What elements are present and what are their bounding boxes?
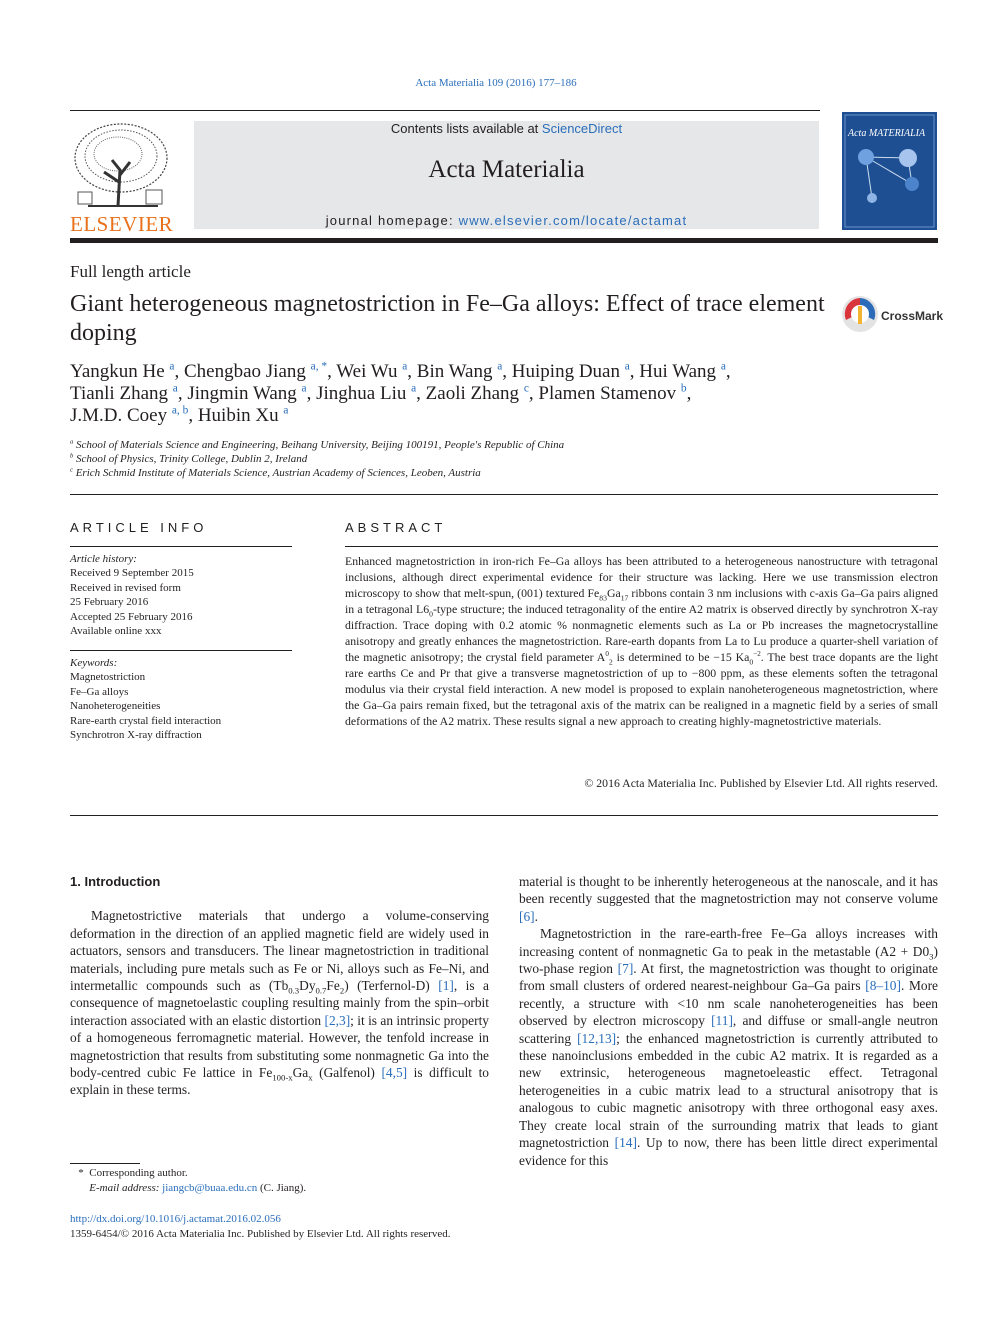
history-item: Received in revised form: [70, 581, 181, 594]
abstract-heading: ABSTRACT: [345, 520, 447, 535]
affiliation-key: b: [70, 452, 74, 460]
citation-link[interactable]: [11]: [711, 1013, 733, 1029]
article-title: Giant heterogeneous magnetostriction in Fe–Ga alloys: Effect of trace element doping: [70, 291, 825, 346]
journal-homepage: [194, 213, 819, 228]
history-item: Accepted 25 February 2016: [70, 610, 193, 623]
affiliation-text: Erich Schmid Institute of Materials Science, Austrian Academy of Sciences, Leoben, Austria: [75, 467, 481, 479]
affiliation-text: School of Physics, Trinity College, Dublin 2, Ireland: [76, 453, 308, 465]
history-label: Article history:: [70, 553, 137, 565]
author-list: Yangkun He $^a$, Chengbao Jiang $^{a, *}$, Wei Wu $^a$, Bin Wang $^a$, Huiping Duan $^a$, Hui Wang $^a$, Tianli Zhang $^a$, Jingmin Wang $^a$, Jinghua Liu $^a$, Zaoli Zhang $^c$, Plamen Stamenov $^b$, J.M.D. Coey $^{a, b}$, Huibin Xu $^a$: [70, 360, 731, 426]
divider: [70, 650, 292, 651]
author-affiliation[interactable]: a: [172, 382, 178, 395]
citation-link[interactable]: [7]: [617, 961, 634, 977]
citation-link[interactable]: [1]: [438, 978, 454, 994]
corresponding-author-note: * Corresponding author.: [78, 1167, 188, 1179]
keywords-label: Keywords:: [70, 657, 118, 669]
keyword: Nanoheterogeneities: [70, 700, 161, 713]
affiliations: [70, 438, 564, 480]
header-divider: [70, 238, 938, 243]
author[interactable]: Tianli Zhang: [70, 383, 168, 404]
issn-line: 1359-6454/© 2016 Acta Materialia Inc. Published by Elsevier Ltd. All rights reserved.: [70, 1228, 451, 1240]
contents-prefix: Contents lists available at: [390, 121, 542, 136]
author-affiliation[interactable]: a: [283, 404, 289, 417]
citation-link[interactable]: [2,3]: [324, 1012, 351, 1028]
citation-link[interactable]: [8–10]: [865, 978, 901, 994]
footnote-divider: [70, 1163, 140, 1164]
article-info-heading: ARTICLE INFO: [70, 520, 208, 535]
journal-title: Acta Materialia: [428, 156, 585, 183]
email-link[interactable]: jiangcb@buaa.edu.cn: [162, 1182, 258, 1194]
author[interactable]: J.M.D. Coey: [70, 405, 168, 426]
affiliation-item: [70, 438, 564, 452]
doi-link[interactable]: http://dx.doi.org/10.1016/j.actamat.2016.02.056: [70, 1213, 281, 1225]
email-note: E-mail address: jiangcb@buaa.edu.cn (C. Jiang).: [89, 1182, 307, 1194]
cover-title: Acta MATERIALIA: [848, 128, 926, 139]
author[interactable]: Jinghua Liu: [316, 383, 407, 404]
citation-link[interactable]: [4,5]: [381, 1065, 408, 1081]
divider: [70, 494, 938, 495]
author[interactable]: Bin Wang: [416, 361, 493, 382]
history-item: Available online xxx: [70, 625, 162, 638]
paragraph: material is thought to be inherently heterogeneous at the nanoscale, and it has been recently suggested that the magnetostriction may not conserve volume [6].: [519, 874, 938, 924]
author[interactable]: Chengbao Jiang: [183, 361, 306, 382]
author-affiliation[interactable]: a: [301, 382, 307, 395]
doi-block: [70, 1212, 450, 1242]
author[interactable]: Jingmin Wang: [187, 383, 297, 404]
author-affiliation[interactable]: a: [402, 360, 408, 373]
divider: [70, 110, 820, 111]
author-affiliation[interactable]: b: [680, 382, 687, 395]
author-affiliation[interactable]: a, *: [310, 360, 328, 373]
elsevier-wordmark: ELSEVIER: [70, 212, 174, 236]
crossmark-label[interactable]: CrossMark: [881, 309, 944, 323]
keyword: Fe–Ga alloys: [70, 685, 129, 698]
author-affiliation[interactable]: a: [497, 360, 503, 373]
citation-link[interactable]: [14]: [614, 1135, 637, 1151]
author[interactable]: Hui Wang: [639, 361, 717, 382]
author-affiliation[interactable]: a: [624, 360, 630, 373]
sciencedirect-link[interactable]: ScienceDirect: [541, 121, 623, 136]
homepage-prefix: journal homepage:: [325, 213, 459, 228]
section-heading-introduction: 1. Introduction: [70, 874, 161, 889]
author[interactable]: Zaoli Zhang: [425, 383, 520, 404]
author[interactable]: Plamen Stamenov: [538, 383, 677, 404]
author-affiliation[interactable]: a, b: [171, 404, 189, 417]
keywords: [70, 656, 221, 742]
paragraph: Magnetostrictive materials that undergo a volume-conserving deformation in the direction of an applied magnetic field are widely used in actuators, sensors and transducers. The linear magnetostriction in traditional materials, including pure metals such as Fe or Ni, alloys such as Fe–Ni, and intermetallic compounds such as $(Tb_{0.3}Dy_{0.7}Fe_2)$ (Terfernol-D) [1], is a consequence of magnetoelastic coupling resulting mainly from the spin–orbit interaction associated with an elastic distortion [2,3]; it is an intrinsic property of a homogeneous ferromagnetic material. However, the tenfold increase in magnetostriction that results from substituting some nonmagnetic Ga into the body-centred cubic Fe lattice in $Fe_{100-x}Ga_x$ (Galfenol) [4,5] is difficult to explain in these terms.: [70, 908, 490, 1098]
citation-link[interactable]: [12,13]: [577, 1030, 617, 1046]
keyword: Magnetostriction: [70, 671, 146, 684]
paragraph: Magnetostriction in the rare-earth-free Fe–Ga alloys increases with increasing content of nonmagnetic Ga to peak in the metastable $(A2 + D0_3)$ two-phase region [7]. At first, the magnetostriction was thought to originate from small clusters of ordered nearest-neighbour Ga–Ga pairs [8–10]. More recently, a structure with <10 nm scale nanoheterogeneities has been observed by electron microscopy [11], and diffuse or small-angle neutron scattering [12,13]; the enhanced magnetostriction is currently attributed to these nanoinclusions embedded in the cubic A2 matrix. It is regarded as a new extrinsic, heterogeneous magnetoeleastic effect. Tetragonal heterogeneities in a cubic matrix lead to a structural anisotropy that is analogous to cubic magnetic anisotropy with three orthogonal easy axes. They create local strain of the surrounding matrix that leads to giant magnetostriction [14]. Up to now, there has been little direct experimental evidence for this: [519, 926, 939, 1168]
affiliation-key: c: [70, 466, 73, 474]
author[interactable]: Huibin Xu: [197, 405, 279, 426]
history-item: 25 February 2016: [70, 596, 149, 609]
author[interactable]: Huiping Duan: [511, 361, 620, 382]
article-history: [70, 552, 194, 638]
author[interactable]: Wei Wu: [336, 361, 398, 382]
divider: [70, 546, 292, 547]
history-item: Received 9 September 2015: [70, 567, 194, 580]
article-type: Full length article: [70, 262, 191, 281]
affiliation-item: [70, 452, 564, 466]
homepage-link[interactable]: www.elsevier.com/locate/actamat: [458, 213, 688, 228]
divider: [345, 546, 938, 547]
author-affiliation[interactable]: a: [411, 382, 417, 395]
crossmark-icon[interactable]: [840, 294, 880, 334]
keyword: Synchrotron X-ray diffraction: [70, 729, 202, 742]
contents-line: [194, 121, 819, 136]
affiliation-text: School of Materials Science and Engineering, Beihang University, Beijing 100191, People's Republic of China: [76, 439, 565, 451]
keyword: Rare-earth crystal field interaction: [70, 714, 222, 727]
affiliation-item: [70, 466, 564, 480]
author-affiliation[interactable]: a: [720, 360, 726, 373]
author-affiliation[interactable]: c: [523, 382, 529, 395]
body-column-right: [519, 873, 938, 1169]
abstract-copyright: © 2016 Acta Materialia Inc. Published by Elsevier Ltd. All rights reserved.: [584, 776, 938, 790]
abstract-text: Enhanced magnetostriction in iron-rich Fe–Ga alloys has been attributed to a heterogeneous nanostructure with tetragonal inclusions, although direct experimental evidence for their structure was lacking. Here we use transmission electron microscopy to show that melt-spun, (001) textured $Fe_{83}Ga_{17}$ ribbons contain 3 nm inclusions with c-axis Ga–Ga pairs aligned in a tetragonal $L6_0$-type structure; the induced tetragonality of the entire A2 matrix is observed directly by synchrotron X-ray diffraction. Trace doping with 0.2 atomic % nonmagnetic elements such as La or Pb increases the magnetocrystalline anisotropy and greatly enhances the magnetostriction. Rare-earth dopants from La to Lu produce a quarter-shell variation of the magnetic anisotropy; the crystal field parameter $A^0_2$ is determined to be −15 $Ka_0^{-2}$. The best trace dopants are the light rare earths Ce and Pr that give a transverse magnetostriction of up to −800 ppm, as these elements soften the tetragonal modulus via their crystal field interaction. A new model is proposed to explain nanoheterogeneous magnetostriction, where the Ga–Ga pairs remain fixed, but the tetragonal axis of the matrix can be realigned in a magnetic field by a series of small deformations of the A2 matrix. These results signal a new approach to creating highly-magnetostrictive materials.: [345, 554, 938, 728]
journal-reference[interactable]: Acta Materialia 109 (2016) 177–186: [415, 77, 577, 89]
author-affiliation[interactable]: a: [169, 360, 175, 373]
author[interactable]: Yangkun He: [70, 361, 165, 382]
citation-link[interactable]: [6]: [519, 908, 535, 924]
affiliation-key: a: [70, 438, 74, 446]
footnote: [70, 1166, 306, 1196]
body-column-left: [70, 873, 489, 1099]
divider: [70, 815, 938, 816]
